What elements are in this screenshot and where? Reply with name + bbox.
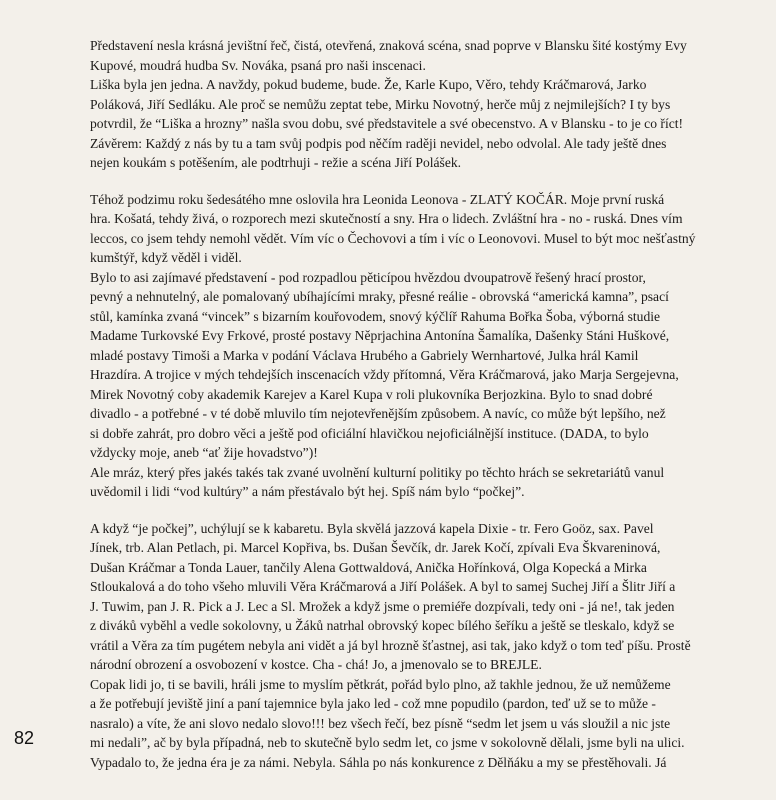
text-line: Poláková, Jiří Sedláku. Ale proč se nemůžu zeptat tebe, Mirku Novotný, herče můj z nejmilejších? I ty bys	[90, 96, 671, 112]
text-line: Stloukalová a do toho všeho mluvili Věra Kráčmarová a Jiří Polášek. A byl to samej Suchej Jiří a Šlitr Jiří a	[90, 579, 676, 594]
text-line: mi nedali”, ač by byla případná, neb to skutečně bylo sedm let, co jsme v sokolovně dělali, jsme byli na ulici.	[90, 735, 685, 750]
text-line: divadlo - a potřebné - v té době mluvilo tím nejotevřenějším způsobem. A navíc, co může být lepšího, než	[90, 406, 666, 421]
paragraph	[84, 268, 762, 463]
paragraph	[84, 675, 762, 773]
text-line: Vypadalo to, že jedna éra je za námi. Nebyla. Sáhla po nás konkurence z Dělňáku a my se přestěhovali. Já	[90, 754, 667, 770]
text-line: Ale mráz, který přes jakés takés tak zvané uvolnění kulturní politiky po těchto hrách se sekretariátů vanul	[90, 464, 665, 480]
text-line: Závěrem: Každý z nás by tu a tam svůj podpis pod něčím raději nevidel, nebo odvolal. Ale tady ještě dnes	[90, 135, 667, 151]
text-line: Liška byla jen jedna. A navždy, pokud budeme, bude. Že, Karle Kupo, Věro, tehdy Kráčmarová, Jarko	[90, 77, 647, 92]
paragraph	[84, 519, 762, 675]
text-line: potvrdil, že “Liška a hrozny” našla svou dobu, své představitele a své obecenstvo. A v Blansku - to je co říct!	[90, 116, 684, 131]
text-line: a že potřebují jeviště jiní a paní tajemnice byla jako led - což mne popudilo (pardon, teď už se to může -	[90, 696, 656, 711]
paragraph	[84, 463, 762, 502]
text-line: kumštýř, když věděl i viděl.	[90, 250, 242, 265]
body-text	[84, 36, 762, 772]
text-line: hra. Košatá, tehdy živá, o rozporech mezi skutečností a sny. Hra o lidech. Zvláštní hra - no - ruská. Dnes vím	[90, 211, 683, 226]
paragraph	[84, 36, 762, 75]
text-line: Hrazdíra. A trojice v mých tehdejších inscenacích vždy přítomná, Věra Kráčmarová, jako Marja Sergejevna,	[90, 367, 679, 382]
text-line: Kupové, moudrá hudba Sv. Nováka, psaná pro naši inscenaci.	[90, 57, 426, 73]
text-line: Jínek, trb. Alan Petlach, pi. Marcel Kopřiva, bs. Dušan Ševčík, dr. Jarek Kočí, zpívali Eva Škvareninová,	[90, 540, 661, 555]
text-line: Téhož podzimu roku šedesátého mne oslovila hra Leonida Leonova - ZLATÝ KOČÁR. Moje první ruská	[90, 191, 665, 207]
text-line: uvědomil i lidi “vod kultúry” a nám přestávalo být hej. Spíš nám bylo “počkej”.	[90, 484, 525, 499]
page-number: 82	[14, 728, 35, 748]
text-line: Dušan Kráčmar a Tonda Lauer, tančily Alena Gottwaldová, Anička Hořínková, Olga Kopecká a Mirka	[90, 559, 647, 575]
text-line: stůl, kamínka zvaná “vincek” s bizarním kouřovodem, snový kýčlíř Rahuma Bořka Šoba, výborná studie	[90, 308, 661, 324]
text-line: nasralo) a víte, že ani slovo nedalo slovo!!! bez všech řečí, bez písně “sedm let jsem u vás sloužil a nic jste	[90, 715, 671, 731]
text-line: A když “je počkej”, uchýlují se k kabaretu. Byla skvělá jazzová kapela Dixie - tr. Fero Goöz, sax. Pavel	[90, 520, 654, 536]
text-line: nejen koukám s potěšením, ale podtrhuji - režie a scéna Jiří Polášek.	[90, 155, 462, 170]
paragraph	[84, 134, 762, 173]
text-line: národní obrození a osvobození v kostce. Cha - chá! Jo, a jmenovalo se to BREJLE.	[90, 657, 542, 672]
text-line: mladé postavy Timoši a Marka v podání Václava Hrubého a Gabriely Wernhartové, Julka hrál Kamil	[90, 347, 639, 363]
text-line: si dobře zahrát, pro dobro věci a ještě pod oficiální hlavičkou nejoficiálnější instituce. (DADA, to bylo	[90, 425, 649, 441]
text-line: Představení nesla krásná jevištní řeč, čistá, otevřená, znaková scéna, snad poprve v Blansku šité kostýmy Evy	[90, 38, 687, 53]
text-line: leccos, co jsem tehdy nemohl vědět. Vím víc o Čechovovi a tím i víc o Leonovovi. Musel to být moc nešťastný	[90, 230, 696, 246]
text-line: Bylo to asi zajímavé představení - pod rozpadlou pěticípou hvězdou dvoupatrově řešený hrací prostor,	[90, 269, 646, 285]
text-line: Copak lidi jo, ti se bavili, hráli jsme to myslím pětkrát, pořád bylo plno, až takhle jednou, že už nemůžeme	[90, 676, 671, 692]
paragraph	[84, 190, 762, 268]
paragraph	[84, 75, 762, 134]
text-line: vždycky moje, aneb “ať žije hovadstvo”)!	[90, 445, 318, 460]
text-line: z diváků vyběhl a vedle sokolovny, u Žáků natrhal obrovský kopec bílého šeříku a ještě se tleskalo, když se	[90, 618, 675, 633]
text-line: pevný a nehnutelný, ale pomalovaný ubíhajícími mraky, přesné reálie - obrovská “americká kamna”, psací	[90, 289, 669, 304]
text-line: vrátil a Věra za tím pugétem nebyla ani vidět a já byl hrozně šťastnej, asi tak, jako když o tom teď píšu. Prostě	[90, 637, 691, 653]
text-line: J. Tuwim, pan J. R. Pick a J. Lec a Sl. Mrožek a když jsme o premiéře dozpívali, tedy oni - já ne!, tak jeden	[90, 598, 675, 614]
text-line: Madame Turkovské Evy Frkové, prosté postavy Něprjachina Antonína Šamalíka, Dašenky Stáni Huškové,	[90, 328, 670, 343]
text-line: Mirek Novotný coby akademik Karejev a Karel Kupa v roli plukovníka Berjozkina. Bylo to snad dobré	[90, 386, 653, 402]
